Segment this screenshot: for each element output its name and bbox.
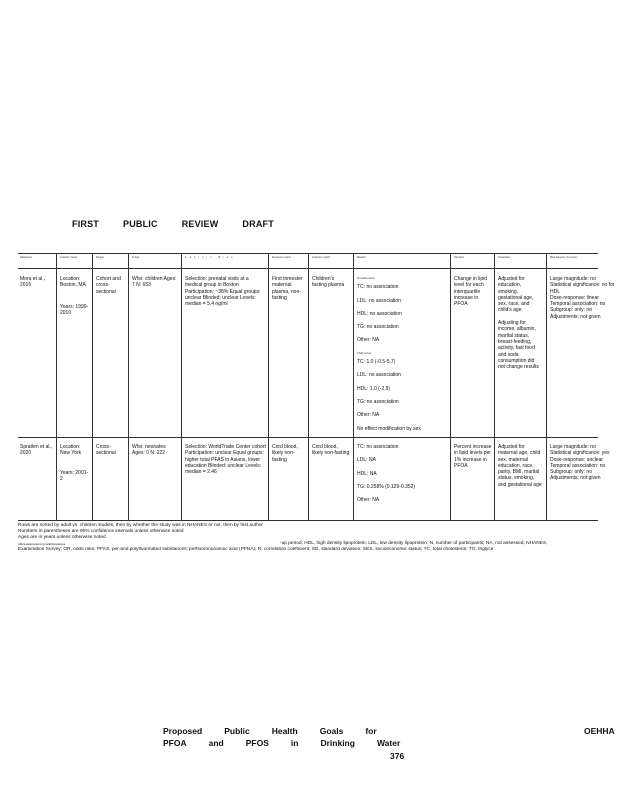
bias-line: Subgroup: only: no	[550, 469, 592, 476]
result-line: TC: 1.0 (-0.5-5.7)	[357, 359, 396, 366]
footer-word: for	[365, 726, 377, 736]
table-row-location: Location: New York	[60, 444, 82, 457]
result-line: HDL: NA	[357, 470, 377, 477]
col-divider	[546, 253, 547, 520]
footer-word: Health	[271, 726, 298, 736]
result-line: TG: no association	[357, 324, 399, 331]
bias-line: Large magnitude: no	[550, 276, 596, 282]
table-row-years: Years: 1999-2010	[60, 304, 89, 317]
draft-word: FIRST	[72, 219, 99, 229]
draft-word: REVIEW	[181, 219, 219, 229]
note-abbr-start: Abbreviations/acronyms/abbreviations	[18, 542, 66, 546]
table-row-reference: Spratlen et al., 2020	[20, 444, 53, 457]
draft-word: DRAFT	[242, 219, 274, 229]
header-reference: Reference	[20, 256, 32, 259]
result-line: TC: no association	[357, 284, 399, 291]
note-line	[18, 541, 608, 547]
header-results: Results	[357, 256, 366, 259]
bias-line: Adjustments: not given	[550, 475, 601, 482]
bias-line: Adjustments: not given	[550, 313, 601, 320]
header-factors: Factors Bias	[185, 256, 236, 259]
table-row-covariates	[498, 276, 542, 370]
footer-line-2	[163, 738, 400, 748]
bias-line: Dose-response: unclear	[550, 456, 604, 463]
table-row-covariates: Adjusted for maternal age, child sex, maternal education, race, parity, BMI, marital status, smoking, and gestational age	[498, 444, 542, 488]
note-line: Examination Survey; OR, odds ratio; PFAS, per-and polyfluorinated substances; perfluorononanoic acid (PFNA); R, correlation coefficient; SD, standard deviation; SES, socioeconomic status; TC, total cholesterol; TG, triglyce	[18, 547, 494, 552]
bias-line: Dose-response: linear	[550, 294, 599, 301]
footer-word: in	[290, 738, 299, 748]
results-subheading: Prenatal period	[357, 277, 375, 280]
table-notes	[18, 523, 608, 553]
footer-word: Drinking	[320, 738, 355, 748]
draft-word: PUBLIC	[123, 219, 158, 229]
result-line: TC: no association	[357, 444, 399, 450]
note-line: Ages are in years unless otherwise noted	[18, 535, 106, 540]
table-row-design: Cohort and cross-sectional	[96, 276, 121, 295]
col-divider	[181, 253, 182, 520]
covariates-text-b: Adjusting for income, albumin, marital status, breast-feeding, activity, fast food and soda consumption did not change results	[498, 320, 539, 371]
col-divider	[128, 253, 129, 520]
bias-line: Statistical significance: no for HDL	[550, 282, 615, 295]
table-row-factors: Selection: prenatal visits at a medical group in Boston Participation: ~38% Equal groups: unclear Blinded: unclear Levels: median = 5.4 ng/ml	[185, 276, 261, 308]
note-abbr-right: -up period; HDL, high density lipoprotein; LDL, low density lipoprotein; N, number of participants; NA, not assessed; NHANES,	[280, 541, 548, 546]
header-exposure: Exposure matrix	[272, 256, 291, 259]
header-design: Design	[96, 256, 105, 259]
footer-line-1	[163, 726, 377, 736]
col-divider	[308, 253, 309, 520]
col-divider	[56, 253, 57, 520]
result-line: Other: NA	[357, 337, 380, 344]
result-line: LDL: NA	[357, 457, 376, 464]
result-line: Other: NA	[357, 412, 380, 419]
bias-line: Large magnitude: no	[550, 444, 596, 450]
table-row-n-age: Who: children Ages: 7 N: 653	[132, 276, 177, 289]
result-line: HDL: 1.0 (-2.9)	[357, 385, 391, 392]
bias-line: Statistical significance: yes	[550, 450, 610, 457]
col-divider	[494, 253, 495, 520]
table-row-location: Location: Boston, MA	[60, 276, 86, 289]
table-row-reference: Mora et al., 2015	[20, 276, 46, 289]
bias-line: Subgroup: only: no	[550, 307, 592, 314]
page-number: 376	[390, 751, 405, 761]
footer-word: Water	[376, 738, 401, 748]
bias-line: Temporal association: no	[550, 462, 606, 469]
table-row-bias	[550, 276, 616, 320]
result-line: LDL: no association	[357, 297, 401, 304]
footer-word: Goals	[319, 726, 344, 736]
col-divider	[450, 253, 451, 520]
footer-word: PFOA	[163, 738, 187, 748]
table-bottom-rule	[18, 520, 598, 521]
results-subheading: Child period	[357, 351, 371, 355]
result-line: TG: no association	[357, 398, 399, 405]
footer-word: Proposed	[163, 726, 203, 736]
footer-word: and	[208, 738, 224, 748]
col-divider	[92, 253, 93, 520]
table-row-direction: Change in lipid level for each interquartile increase in PFOA	[454, 276, 488, 308]
header-n-age: N Age	[132, 256, 140, 259]
result-line: Other: NA	[357, 497, 380, 504]
header-outcome: Outcome matrix	[312, 256, 331, 259]
result-line: No effect modification by sex	[357, 425, 421, 432]
table-row-exposure: Cord blood, likely non-fasting	[272, 444, 298, 463]
header-direction: Direction	[454, 256, 465, 259]
covariates-text: Adjusted for education, smoking, gestational age, sex, race, and child's age	[498, 276, 534, 314]
bias-line: Temporal association: no	[550, 301, 606, 308]
header-covariates: Covariates	[498, 256, 511, 259]
result-line: TG: 0.258% (0.129-0.352)	[357, 483, 416, 490]
table-row-direction: Percent increase in lipid levels per 1% increase in PFOA	[454, 444, 492, 469]
table-row-outcome: Cord blood, likely non-fasting	[312, 444, 350, 457]
col-divider	[353, 253, 354, 520]
footer-word: PFOS	[245, 738, 269, 748]
table-row-outcome: Children's fasting plasma	[312, 276, 345, 289]
table-row-bias	[550, 444, 616, 482]
table-row-factors: Selection: WorldTrade Center cohort Participation: unclear Equal groups: higher total PFAS in Asians, lower education Blinded: unclear Levels: median = 2.46	[185, 444, 266, 476]
draft-banner	[72, 219, 298, 229]
table-row-results	[357, 444, 447, 510]
col-divider	[268, 253, 269, 520]
table-row-results	[357, 276, 447, 439]
header-location: Location Years	[60, 256, 78, 259]
table-row-n-age: Who: neonates Ages: 0 N: 222	[132, 444, 166, 457]
result-line: LDL: no association	[357, 372, 401, 379]
note-line: Rows are sorted by adult vs. children studies, then by whether the study was in NHANES or not, then by first author	[18, 523, 264, 528]
header-bias: Bias aspects of concern	[550, 256, 578, 259]
table-row-years: Years: 2001-2	[60, 470, 89, 483]
note-line: Numbers in parentheses are 95% confidence intervals unless otherwise noted	[18, 529, 184, 534]
result-line: HDL: no association	[357, 310, 402, 317]
table-row-exposure: First trimester maternal plasma, non-fasting	[272, 276, 303, 301]
footer-word: Public	[224, 726, 250, 736]
footer-agency: OEHHA	[584, 726, 615, 736]
table-row-design: Cross-sectional	[96, 444, 116, 457]
